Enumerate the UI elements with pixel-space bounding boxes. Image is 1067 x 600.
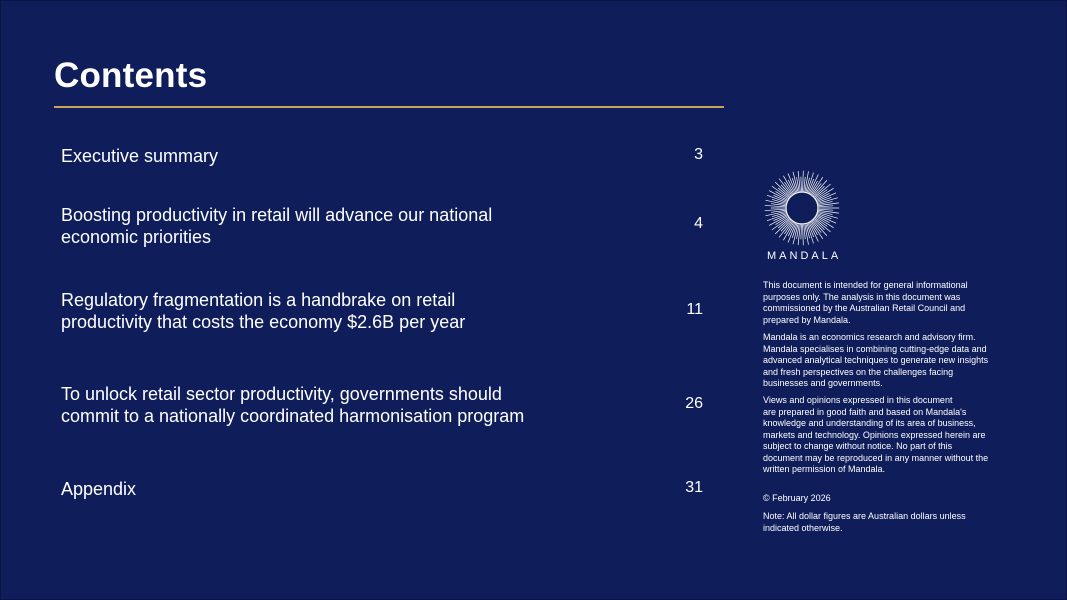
toc-item-appendix[interactable] — [61, 479, 621, 501]
logo-ray — [818, 193, 836, 201]
logo-ray — [803, 225, 804, 245]
about-paragraph — [763, 332, 1021, 390]
toc-item-regulatory-fragmentation[interactable] — [61, 290, 621, 333]
opinions-line: written permission of Mandala. — [763, 464, 886, 474]
logo-ray — [765, 205, 785, 206]
opinions-line: document may be reproduced in any manner without the — [763, 452, 989, 463]
brand-wordmark: MANDALA — [767, 250, 842, 262]
logo-ray — [819, 209, 833, 210]
about-line: advanced analytical techniques to generate new insights — [763, 355, 989, 365]
logo-ray — [818, 215, 836, 223]
about-line: Mandala specialises in combining cutting-edge data and — [763, 343, 987, 354]
toc-item-title-line1: Regulatory fragmentation is a handbrake on retail — [61, 290, 456, 310]
toc-item-title-line2: productivity that costs the economy $2.6B per year — [61, 311, 466, 332]
toc-item-unlock-productivity[interactable] — [61, 384, 621, 427]
sunburst-logo-icon — [762, 168, 842, 248]
logo-ray — [819, 210, 839, 213]
disclaimer-line: prepared by Mandala. — [763, 314, 851, 325]
toc-page-number: 11 — [686, 301, 703, 318]
opinions-paragraph — [763, 395, 1021, 476]
toc-page-number: 26 — [685, 395, 703, 412]
toc-item-title: Executive summary — [61, 146, 219, 166]
toc-item-title-line1: Boosting productivity in retail will advance our national — [61, 205, 493, 225]
toc-item-title-line2: commit to a nationally coordinated harmonisation program — [61, 405, 525, 426]
page-title: Contents — [54, 56, 208, 95]
toc-page-number: 4 — [694, 215, 703, 232]
toc-item-boosting-productivity[interactable] — [61, 205, 621, 248]
toc-item-title-line1: To unlock retail sector productivity, governments should — [61, 384, 502, 404]
logo-ray — [803, 171, 804, 191]
disclaimer-line: commissioned by the Australian Retail Council and — [763, 303, 966, 313]
disclaimer-paragraph — [763, 280, 1021, 326]
opinions-line: knowledge and understanding of its area of business, — [763, 418, 976, 428]
opinions-line: markets and technology. Opinions expressed herein are — [763, 429, 986, 440]
about-line: Mandala is an economics research and advisory firm. — [763, 332, 976, 342]
toc-page-number: 31 — [685, 479, 703, 496]
logo-ray — [819, 203, 839, 206]
disclaimer-line: This document is intended for general informational — [763, 280, 968, 290]
copyright-date: © February 2026 — [763, 493, 831, 503]
toc-item-title: Appendix — [61, 479, 137, 499]
toc-page-number: 3 — [694, 146, 703, 163]
about-line: and fresh perspectives on the challenges facing — [763, 366, 954, 377]
currency-note — [763, 511, 1021, 534]
note-line: indicated otherwise. — [763, 522, 843, 533]
title-divider — [54, 106, 724, 108]
logo-ray — [819, 206, 833, 207]
opinions-line: subject to change without notice. No part of this — [763, 441, 953, 451]
disclaimer-line: purposes only. The analysis in this document was — [763, 291, 961, 302]
opinions-line: are prepared in good faith and based on Mandala's — [763, 406, 967, 417]
logo-ray — [765, 209, 785, 210]
opinions-line: Views and opinions expressed in this document — [763, 395, 953, 405]
note-line: Note: All dollar figures are Australian dollars unless — [763, 511, 966, 521]
about-line: businesses and governments. — [763, 378, 883, 388]
toc-item-executive-summary[interactable] — [61, 146, 621, 168]
toc-item-title-line2: economic priorities — [61, 226, 212, 247]
